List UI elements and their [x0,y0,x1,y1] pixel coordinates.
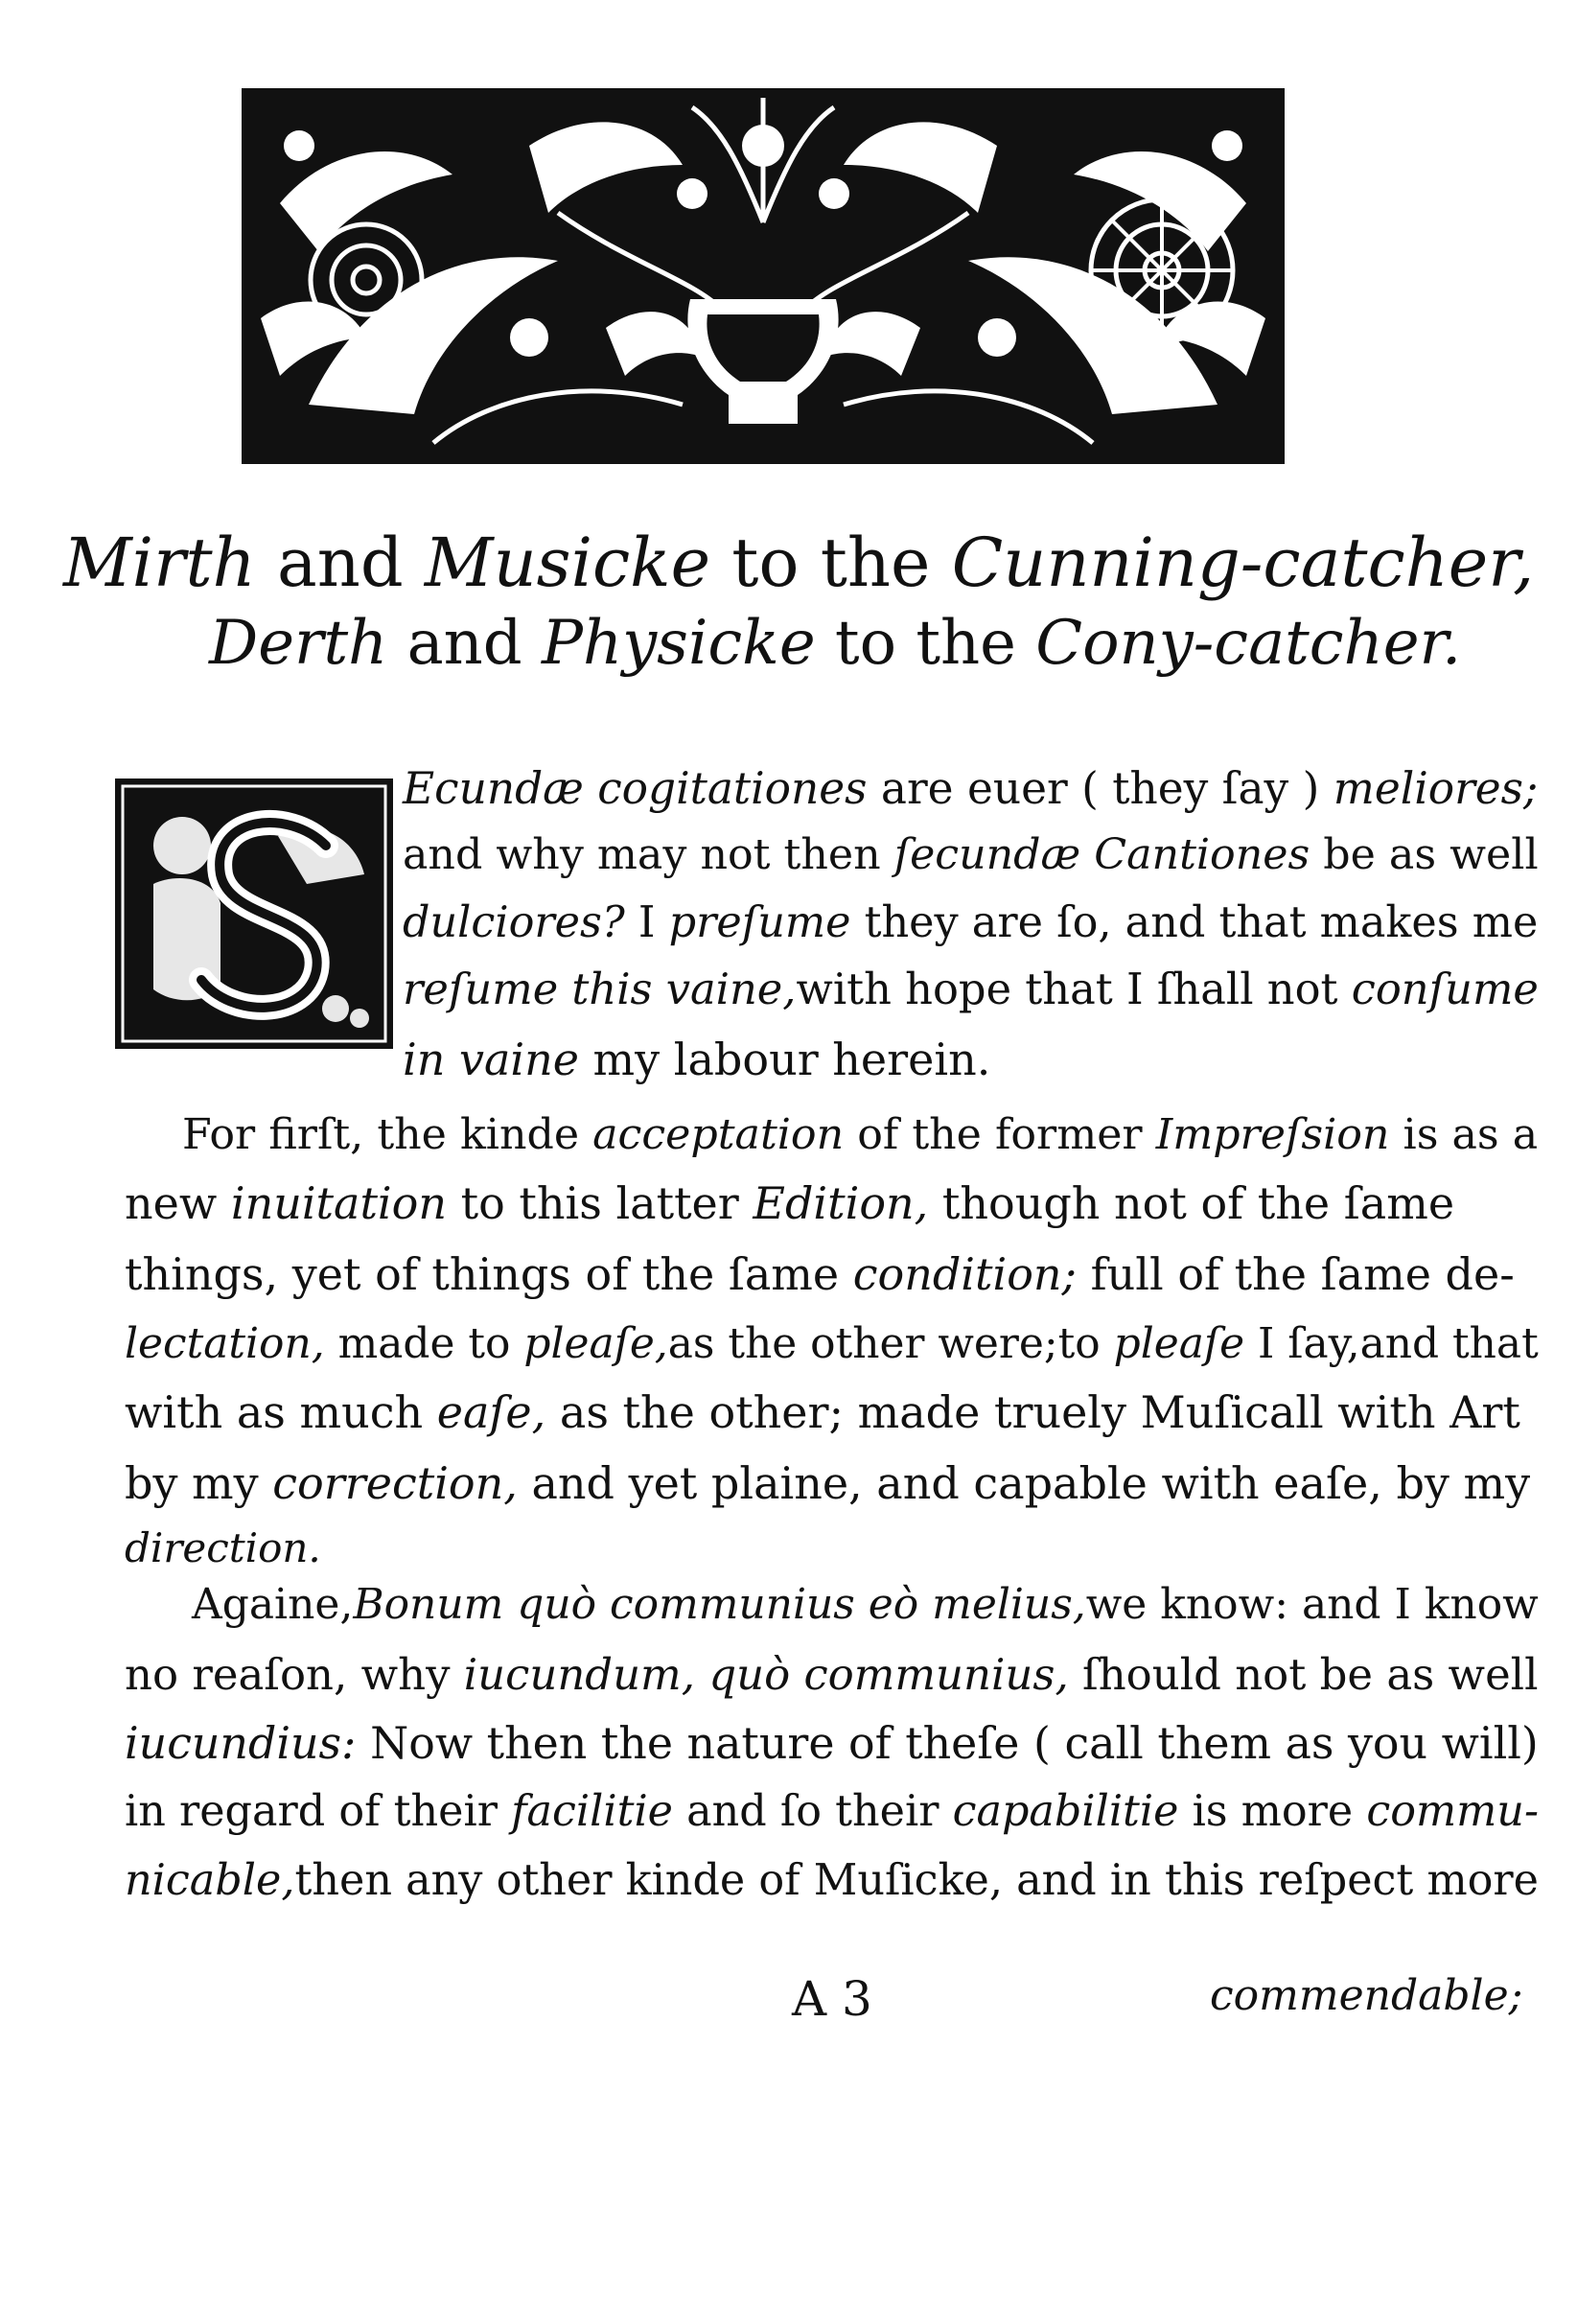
catchword: commendable; [1210,1971,1523,2020]
italic-text-run: iucundum, quò communius, [463,1649,1069,1700]
text-run: to the [710,523,952,602]
italic-text-run: Musicke [424,523,711,602]
italic-text-run: ſecundæ Cantiones [893,830,1310,879]
title-line-1 [63,523,1535,602]
italic-text-run: preſume [668,897,851,947]
body-line [125,1856,1540,1905]
text-run: my labour herein. [578,1034,991,1085]
text-run: and yet plaine, and capable with eaſe, by my [517,1457,1531,1509]
title-line-2 [209,608,1577,679]
italic-text-run: Cony-catcher. [1035,608,1462,679]
text-run: as the other; made truely Muſicall with Art [545,1386,1520,1438]
body-line [125,1177,1455,1229]
italic-text-run: eaſe, [436,1386,546,1438]
italic-text-run: conſume [1351,964,1539,1014]
body-line [125,1248,1515,1300]
signature-mark: A 3 [792,1971,872,2027]
text-run: no reaſon, why [125,1649,464,1700]
italic-text-run: Edition, [753,1177,929,1229]
text-run: by my [125,1457,273,1509]
italic-text-run: in vaine [403,1034,579,1085]
text-run: full of the ſame de- [1077,1248,1515,1300]
text-run: and [387,608,542,679]
italic-text-run: facilitie [511,1787,673,1836]
text-run: and ſo their [672,1787,953,1836]
text-run: of the former [844,1110,1156,1159]
text-run: to the [815,608,1036,679]
text-run: things, yet of things of the ſame [125,1248,853,1300]
text-run: as the other were;to [667,1319,1114,1368]
italic-text-run: Cunning-catcher, [951,523,1535,602]
italic-text-run: correction, [272,1457,518,1509]
text-run: and [255,523,425,602]
italic-text-run: dulciores? [403,897,625,947]
italic-text-run: acceptation [592,1110,845,1159]
text-run: and why may not then [403,830,894,879]
text-run: with hope that I ſhall not [796,964,1352,1014]
text-run: are euer ( they ſay ) [867,763,1333,814]
body-line [125,1386,1520,1438]
text-run: is as a [1389,1110,1539,1159]
italic-text-run: condition; [852,1248,1078,1300]
text-run: they are ſo, and that makes me [850,897,1539,947]
text-run: with as much [125,1386,437,1438]
text-run: though not of the ſame [928,1177,1455,1229]
text-run: I [624,897,669,947]
body-line [125,1649,1539,1700]
italic-text-run: inuitation [230,1177,447,1229]
body-line [403,964,1539,1014]
italic-text-run: commu- [1366,1787,1539,1836]
italic-text-run: meliores; [1333,763,1539,814]
italic-text-run: Impreſsion [1155,1110,1390,1159]
text-run: Now then the nature of theſe ( call them as you will) [356,1717,1539,1769]
body-line [403,1034,991,1085]
italic-text-run: nicable, [125,1856,295,1905]
body-line [125,1524,321,1571]
text-run: to this latter [446,1177,754,1229]
italic-text-run: Derth [209,608,388,679]
italic-text-run: direction. [125,1524,321,1571]
text-run: then any other kinde of Muſicke, and in this reſpect more [294,1856,1540,1905]
text-run: Againe, [192,1580,354,1629]
body-line [403,830,1539,879]
italic-text-run: Mirth [63,523,256,602]
text-run: we know: and I know [1085,1580,1539,1629]
decorated-initial-s [115,779,393,1049]
italic-text-run: reſume this vaine, [403,964,797,1014]
body-line [125,1457,1531,1509]
floral-headpiece-ornament [242,88,1285,464]
body-line [125,1319,1539,1368]
italic-text-run: capabilitie [952,1787,1179,1836]
italic-text-run: iucundius: [125,1717,357,1769]
body-line [192,1580,1539,1629]
text-run: ſhould not be as well [1068,1649,1539,1700]
body-line [125,1717,1539,1769]
body-line [403,763,1539,814]
text-run: is more [1178,1787,1367,1836]
text-run: new [125,1177,231,1229]
text-run: I ſay,and that [1244,1319,1539,1368]
body-line [403,897,1539,947]
text-run: be as well [1310,830,1539,879]
text-run: in regard of their [125,1787,512,1836]
italic-text-run: Physicke [542,608,816,679]
text-run: For firſt, the kinde [182,1110,593,1159]
italic-text-run: Bonum quò communius eò melius, [353,1580,1086,1629]
italic-text-run: pleaſe [1113,1319,1245,1368]
text-run: made to [324,1319,524,1368]
italic-text-run: pleaſe, [523,1319,668,1368]
body-line [125,1787,1539,1836]
italic-text-run: lectation, [125,1319,325,1368]
body-line [182,1110,1539,1159]
italic-text-run: Ecundæ cogitationes [403,763,868,814]
